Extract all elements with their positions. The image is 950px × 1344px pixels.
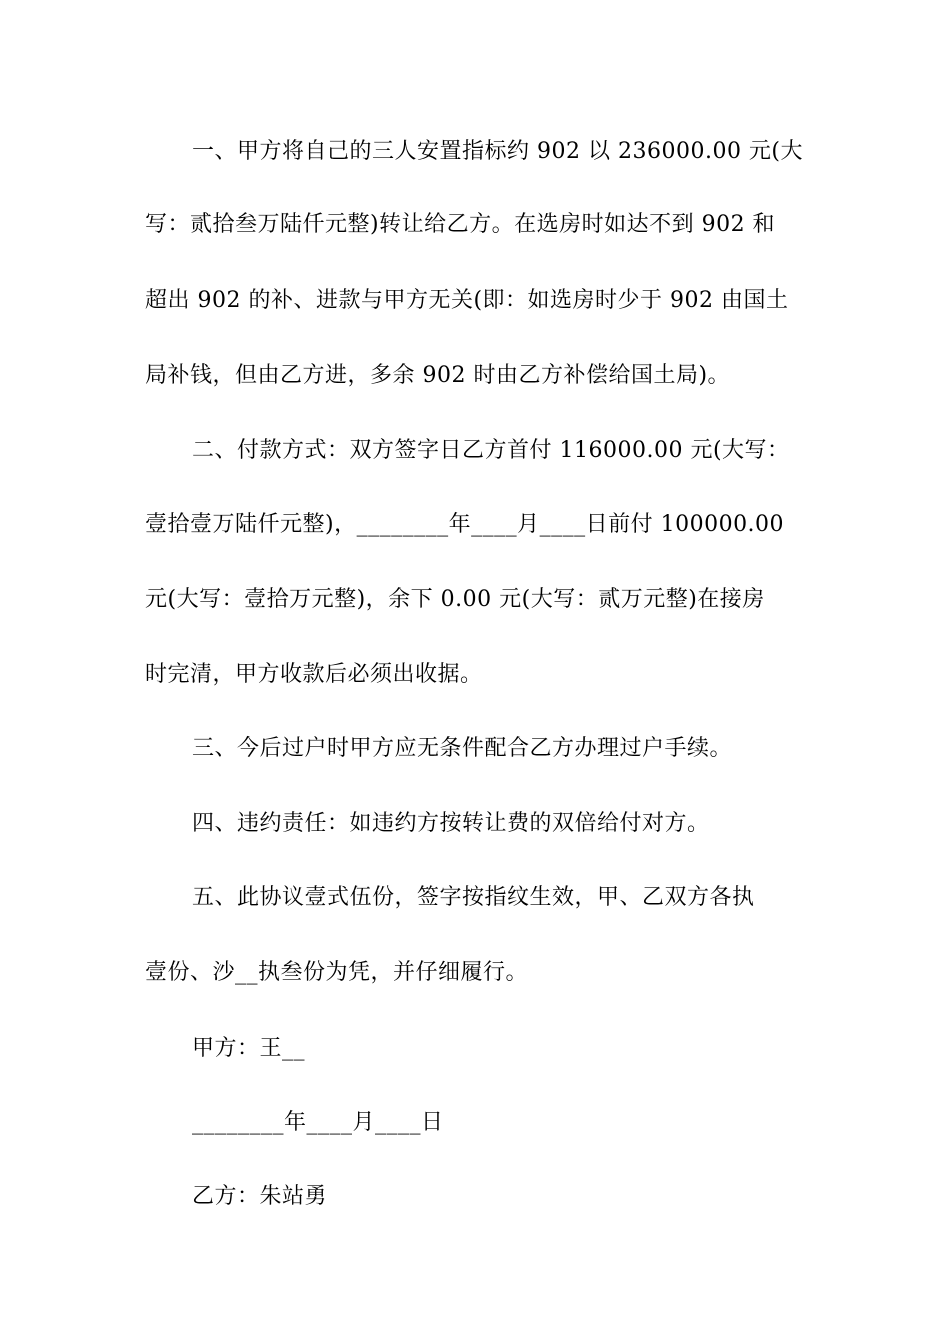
clause-5-line-1: 五、此协议壹式伍份，签字按指纹生效，甲、乙双方各执 [192, 885, 755, 910]
clause-1-line-2: 写：贰拾叁万陆仟元整)转让给乙方。在选房时如达不到 902 和 [145, 212, 776, 237]
party-a-date: ________年____月____日 [192, 1110, 444, 1135]
clause-1-line-3: 超出 902 的补、进款与甲方无关(即：如选房时少于 902 由国土 [145, 288, 789, 313]
clause-3: 三、今后过户时甲方应无条件配合乙方办理过户手续。 [192, 736, 733, 761]
clause-5-line-2: 壹份、沙__执叁份为凭，并仔细履行。 [145, 960, 529, 985]
party-b-signature: 乙方：朱站勇 [192, 1184, 328, 1209]
clause-2-line-1: 二、付款方式：双方签字日乙方首付 116000.00 元(大写： [192, 438, 790, 463]
clause-1-line-4: 局补钱，但由乙方进，多余 902 时由乙方补偿给国土局)。 [145, 363, 731, 388]
clause-2-line-4: 时完清，甲方收款后必须出收据。 [145, 662, 483, 687]
party-a-signature: 甲方：王__ [192, 1036, 306, 1061]
clause-1-line-1: 一、甲方将自己的三人安置指标约 902 以 236000.00 元(大 [192, 139, 804, 164]
clause-2-line-3: 元(大写：壹拾万元整)，余下 0.00 元(大写：贰万元整)在接房 [145, 587, 765, 612]
clause-2-line-2: 壹拾壹万陆仟元整)，________年____月____日前付 100000.00 [145, 512, 785, 537]
clause-4: 四、违约责任：如违约方按转让费的双倍给付对方。 [192, 811, 710, 836]
